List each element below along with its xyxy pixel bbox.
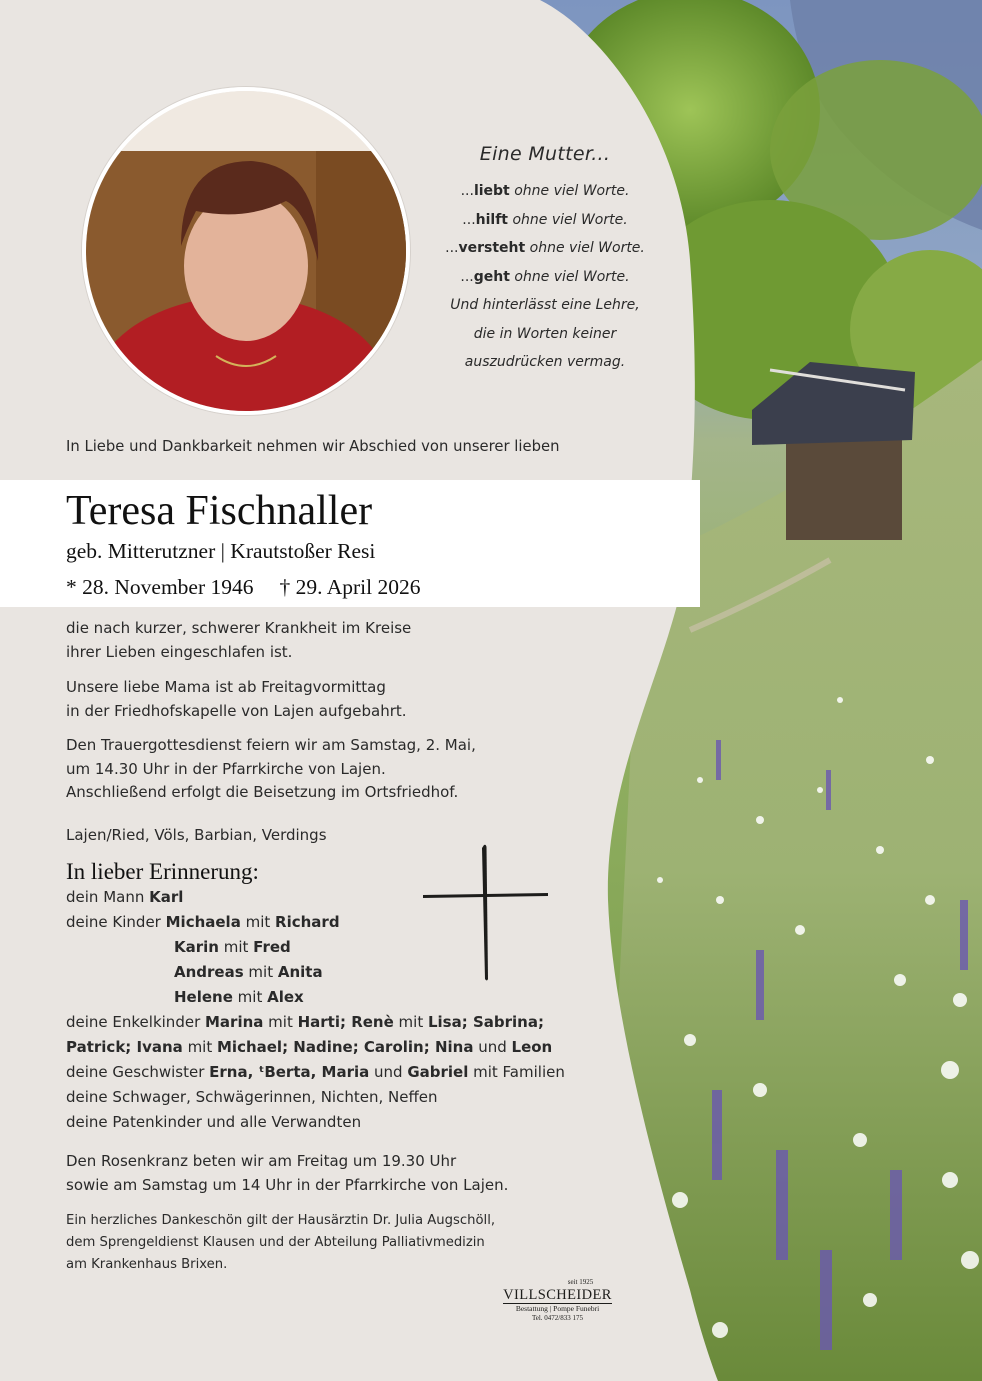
paragraph-places (66, 824, 327, 848)
name: Harti; Renè (297, 1013, 394, 1031)
name: Michaela (165, 913, 241, 931)
intro-text: In Liebe und Dankbarkeit nehmen wir Abschied von unserer lieben (66, 438, 560, 455)
label: dein Mann (66, 888, 150, 906)
family-line (66, 1010, 565, 1035)
text-line: sowie am Samstag um 14 Uhr in der Pfarrkirche von Lajen. (66, 1175, 509, 1194)
name: Anita (277, 963, 323, 981)
deceased-name: Teresa Fischnaller (66, 488, 373, 534)
text-line: Ein herzliches Dankeschön gilt der Hausärztin Dr. Julia Augschöll, (66, 1213, 496, 1228)
poem-verb: geht (473, 268, 510, 285)
name: Erna, ᵗBerta, Maria (209, 1063, 370, 1081)
name: Gabriel (407, 1063, 469, 1081)
family-line (66, 985, 565, 1010)
family-line: deine Schwager, Schwägerinnen, Nichten, Neffen (66, 1088, 438, 1106)
poem-prefix: ... (460, 268, 474, 285)
paragraph-rosary (66, 1150, 508, 1197)
remembrance-title: In lieber Erinnerung: (66, 859, 259, 884)
deceased-subname: geb. Mitterutzner | Krautstoßer Resi (66, 539, 376, 563)
logo-tel: Tel. 0472/833 175 (531, 1314, 584, 1322)
poem-rest: ohne viel Worte. (525, 240, 645, 256)
logo-since: seit 1925 (567, 1278, 594, 1286)
poem-verb: hilft (475, 211, 509, 228)
family-line (66, 1035, 565, 1060)
name: Patrick; Ivana (66, 1038, 183, 1056)
family-line (66, 1060, 565, 1085)
label: mit (240, 913, 276, 931)
text-line: am Krankenhaus Brixen. (66, 1257, 228, 1272)
name: Helene (174, 988, 233, 1006)
label: deine Enkelkinder (66, 1013, 205, 1031)
funeral-home-logo (490, 1278, 625, 1322)
death-date: † 29. April 2026 (279, 575, 421, 599)
name: Richard (275, 913, 340, 931)
text-line: Lajen/Ried, Völs, Barbian, Verdings (66, 826, 327, 844)
label: deine Geschwister (66, 1063, 210, 1081)
paragraph-funeral (66, 734, 476, 805)
label: und (473, 1038, 512, 1056)
portrait-photo (82, 87, 410, 415)
paragraph-thanks (66, 1210, 495, 1276)
life-dates (66, 575, 420, 600)
label: mit (243, 963, 278, 981)
poem-line (410, 263, 680, 292)
label: mit (218, 938, 254, 956)
poem-rest: ohne viel Worte. (509, 183, 630, 199)
poem-rest: ohne viel Worte. (508, 211, 628, 228)
text-line: Unsere liebe Mama ist ab Freitagvormittag (66, 678, 386, 696)
label: und (369, 1063, 408, 1081)
poem-rest: ohne viel Worte. (509, 268, 630, 285)
label: mit (232, 988, 268, 1006)
name: Karin (174, 938, 219, 956)
paragraph-laid-out (66, 676, 407, 723)
name: Lisa; Sabrina; (427, 1013, 544, 1031)
poem (410, 143, 680, 377)
poem-prefix: ... (445, 240, 459, 256)
name: Michael; Nadine; Carolin; Nina (217, 1038, 474, 1056)
poem-title: Eine Mutter... (479, 143, 611, 165)
text-line: Den Rosenkranz beten wir am Freitag um 19.30 Uhr (66, 1152, 457, 1170)
label: deine Kinder (66, 913, 166, 931)
poem-prefix: ... (462, 211, 476, 228)
poem-verb: liebt (473, 183, 510, 199)
name: Marina (205, 1013, 264, 1031)
logo-brand: VILLSCHEIDER (503, 1287, 612, 1303)
text-line: dem Sprengeldienst Klausen und der Abteilung Palliativmedizin (66, 1235, 485, 1250)
text-line: die nach kurzer, schwerer Krankheit im Kreise (66, 619, 412, 637)
poem-closing-line: auszudrücken vermag. (464, 354, 626, 370)
name: Fred (253, 938, 291, 956)
label: mit Familien (468, 1063, 565, 1081)
text-line: ihrer Lieben eingeschlafen ist. (66, 642, 293, 661)
poem-closing-line: Und hinterlässt eine Lehre, (450, 297, 640, 313)
poem-verb: versteht (458, 240, 526, 256)
poem-line (410, 234, 680, 263)
label: mit (393, 1013, 428, 1031)
text-line: Den Trauergottesdienst feiern wir am Samstag, 2. Mai, (66, 736, 476, 754)
name: Karl (149, 888, 184, 906)
poem-line (410, 177, 680, 206)
poem-closing-line: die in Worten keiner (473, 325, 617, 342)
label: mit (182, 1038, 217, 1056)
paragraph-death (66, 617, 411, 664)
birth-date: * 28. November 1946 (66, 575, 254, 599)
logo-sub: Bestattung | Pompe Funebri (515, 1304, 600, 1313)
cross-icon (422, 843, 550, 983)
poem-prefix: ... (460, 183, 474, 199)
name: Leon (511, 1038, 553, 1056)
text-line: um 14.30 Uhr in der Pfarrkirche von Lajen. (66, 759, 386, 778)
text-line: in der Friedhofskapelle von Lajen aufgebahrt. (66, 701, 407, 720)
family-line: deine Patenkinder und alle Verwandten (66, 1113, 362, 1131)
name: Alex (267, 988, 304, 1006)
label: mit (263, 1013, 298, 1031)
text-line: Anschließend erfolgt die Beisetzung im Ortsfriedhof. (66, 783, 459, 801)
poem-line (410, 206, 680, 235)
name: Andreas (174, 963, 244, 981)
